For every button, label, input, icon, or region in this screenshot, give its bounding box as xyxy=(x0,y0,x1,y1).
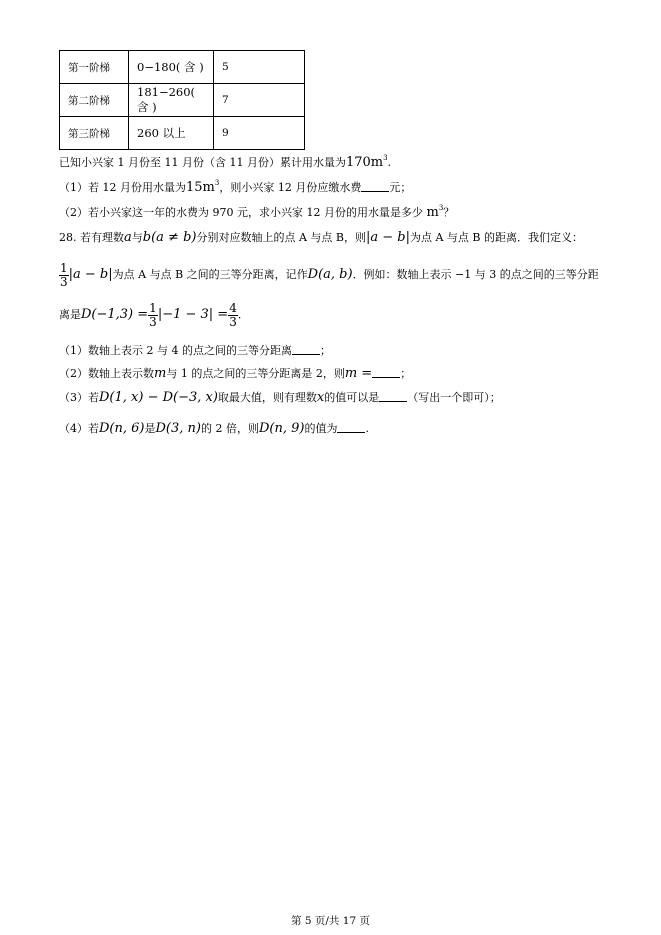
q28-part2 xyxy=(59,367,411,380)
superscript: 3 xyxy=(383,154,388,162)
text: （3）若 xyxy=(59,391,99,404)
text: 与 xyxy=(131,231,143,244)
answer-blank[interactable] xyxy=(292,344,320,355)
table-row xyxy=(60,117,305,150)
text: 与 1 的点之间的三等分距离是 2，则 xyxy=(166,367,345,380)
text: 28. 若有理数 xyxy=(59,231,124,244)
math: D(−1,3) = xyxy=(81,307,149,323)
math: D(3, n) xyxy=(155,421,201,436)
math: a xyxy=(124,230,132,245)
math: b xyxy=(142,230,152,245)
text: . xyxy=(387,156,392,169)
text: ； xyxy=(319,344,331,357)
q27-part2 xyxy=(59,205,454,219)
math: D(n, 9) xyxy=(258,421,305,436)
answer-blank[interactable] xyxy=(361,181,389,192)
tier-cell: 第三阶梯 xyxy=(60,117,129,150)
text: 的值可以是 xyxy=(324,391,380,404)
q28-line3 xyxy=(59,302,249,328)
text: ，则小兴家 12 月份应缴水费 xyxy=(219,181,362,194)
water-price-table xyxy=(59,50,305,150)
text: （2）数轴上表示数 xyxy=(59,367,154,380)
text: 的 2 倍，则 xyxy=(200,422,259,435)
text: 已知小兴家 1 月份至 11 月份（含 11 月份）累计用水量为 xyxy=(59,156,346,169)
page-footer: 第 5 页/共 17 页 xyxy=(291,915,370,927)
text: 为点 A 与点 B 之间的三等分距离，记作 xyxy=(112,268,308,282)
text: （写出一个即可）； xyxy=(407,391,501,404)
superscript: 3 xyxy=(214,179,220,187)
text: （2）若小兴家这一年的水费为 970 元，求小兴家 12 月份的用水量是多少 xyxy=(59,206,423,219)
answer-blank[interactable] xyxy=(337,422,365,433)
q28-part3 xyxy=(59,391,501,404)
fraction xyxy=(228,302,238,328)
text: （1）若 12 月份用水量为 xyxy=(59,181,186,194)
text: ； xyxy=(400,367,412,380)
answer-blank[interactable] xyxy=(372,367,400,378)
math: (a ≠ b) xyxy=(151,230,197,245)
q28-part4 xyxy=(59,422,369,435)
denominator: 3 xyxy=(149,314,157,329)
range-cell: 260 以上 xyxy=(129,117,214,150)
text: 的值为 xyxy=(304,422,338,435)
q28-line1 xyxy=(59,231,583,244)
text: （4）若 xyxy=(59,422,99,435)
math: m xyxy=(154,366,167,381)
q28-line2 xyxy=(59,262,599,288)
numerator: 1 xyxy=(60,261,68,275)
superscript: 3 xyxy=(438,204,444,212)
denominator: 3 xyxy=(60,274,68,289)
fraction xyxy=(59,262,69,288)
numerator: 1 xyxy=(149,301,157,315)
math: |a − b| xyxy=(68,267,113,283)
math: |a − b| xyxy=(366,230,410,245)
math: x xyxy=(316,390,325,405)
q28-part1 xyxy=(59,344,331,356)
text: 是 xyxy=(144,422,156,435)
text: ？ xyxy=(443,206,455,219)
text: （1）数轴上表示 2 与 4 的点之间的三等分距离 xyxy=(59,344,292,357)
numerator: 4 xyxy=(229,301,237,315)
range-cell: 181−260( 含 ) xyxy=(129,84,214,117)
math: |−1 − 3| = xyxy=(157,307,229,323)
math: D(1, x) − D(−3, x) xyxy=(99,390,218,405)
math: D(a, b) xyxy=(307,267,353,283)
text: . xyxy=(365,422,369,435)
math: m = xyxy=(344,366,373,381)
math: 15m xyxy=(186,180,215,195)
fraction xyxy=(148,302,158,328)
text: ． xyxy=(237,308,249,322)
table-row xyxy=(60,51,305,84)
q27-part1 xyxy=(59,180,411,194)
text: 为点 A 与点 B 的距离．我们定义： xyxy=(410,231,584,244)
price-cell: 5 xyxy=(214,51,305,84)
text: 分别对应数轴上的点 A 与点 B，则 xyxy=(196,231,366,244)
answer-blank[interactable] xyxy=(379,391,407,402)
denominator: 3 xyxy=(229,314,237,329)
table-row xyxy=(60,84,305,117)
price-cell: 7 xyxy=(214,84,305,117)
tier-cell: 第二阶梯 xyxy=(60,84,129,117)
text: ．例如：数轴上表示 −1 与 3 的点之间的三等分距 xyxy=(352,268,599,282)
tier-cell: 第一阶梯 xyxy=(60,51,129,84)
range-cell: 0−180( 含 ) xyxy=(129,51,214,84)
price-cell: 9 xyxy=(214,117,305,150)
math: m xyxy=(426,205,439,220)
text: 离是 xyxy=(59,308,81,322)
math: 170m xyxy=(345,155,384,170)
text: 取最大值，则有理数 xyxy=(217,391,317,404)
math: D(n, 6) xyxy=(99,421,145,436)
q27-intro xyxy=(59,155,391,169)
text: 元； xyxy=(389,181,412,194)
